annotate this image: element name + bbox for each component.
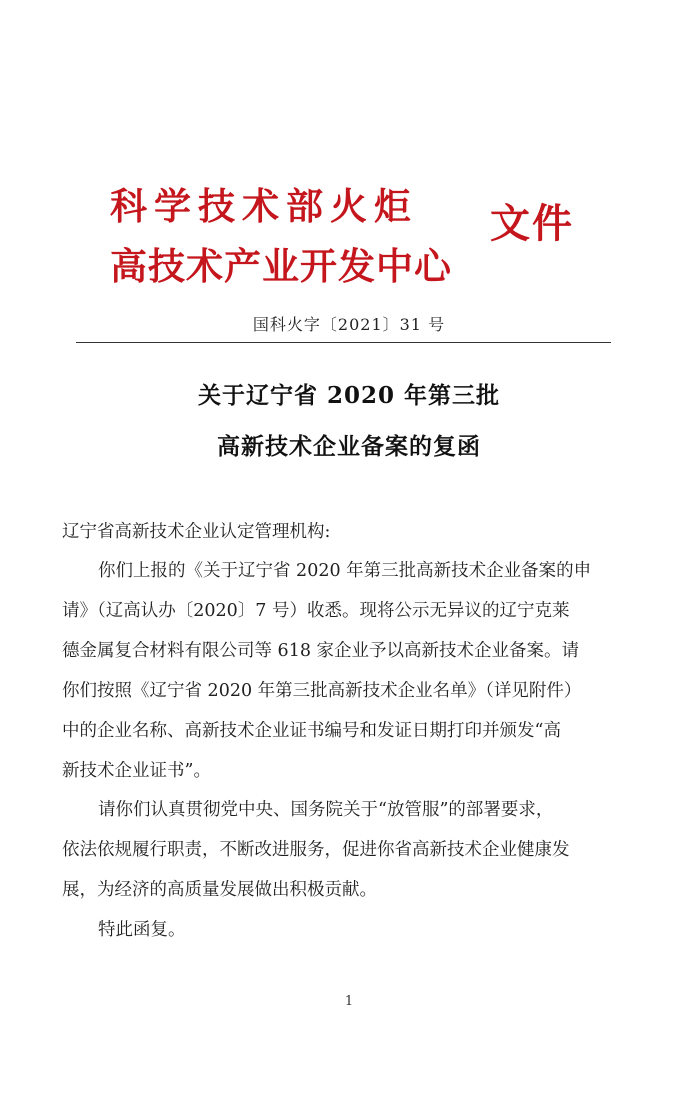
addressee: 辽宁省高新技术企业认定管理机构: bbox=[62, 522, 331, 542]
body-line: 中的企业名称、高新技术企业证书编号和发证日期打印并颁发“高 bbox=[62, 721, 561, 741]
body-line: 依法依规履行职责，不断改进服务，促进你省高新技术企业健康发 bbox=[62, 840, 570, 860]
body-line: 你们按照《辽宁省 2020 年第三批高新技术企业名单》（详见附件） bbox=[62, 681, 582, 701]
closing-line: 特此函复。 bbox=[98, 920, 186, 940]
document-type-label: 文件 bbox=[490, 200, 574, 247]
body-line: 新技术企业证书”。 bbox=[62, 761, 211, 781]
body-line: 你们上报的《关于辽宁省 2020 年第三批高新技术企业备案的申 bbox=[98, 561, 592, 581]
body-line: 请你们认真贯彻党中央、国务院关于“放管服”的部署要求， bbox=[98, 800, 554, 820]
page-number: 1 bbox=[344, 994, 354, 1009]
issuer-name-line-1: 科学技术部火炬 bbox=[110, 184, 418, 228]
document-number: 国科火字〔2021〕31 号 bbox=[252, 315, 446, 334]
header-divider bbox=[76, 342, 611, 343]
issuer-name-line-2: 高技术产业开发中心 bbox=[110, 244, 452, 288]
document-title-line-2: 高新技术企业备案的复函 bbox=[217, 433, 481, 460]
document-title-line-1: 关于辽宁省 2020 年第三批 bbox=[197, 382, 501, 409]
body-line: 请》（辽高认办〔2020〕7 号）收悉。现将公示无异议的辽宁克莱 bbox=[62, 601, 570, 621]
body-line: 展，为经济的高质量发展做出积极贡献。 bbox=[62, 880, 377, 900]
body-line: 德金属复合材料有限公司等 618 家企业予以高新技术企业备案。请 bbox=[62, 641, 580, 661]
